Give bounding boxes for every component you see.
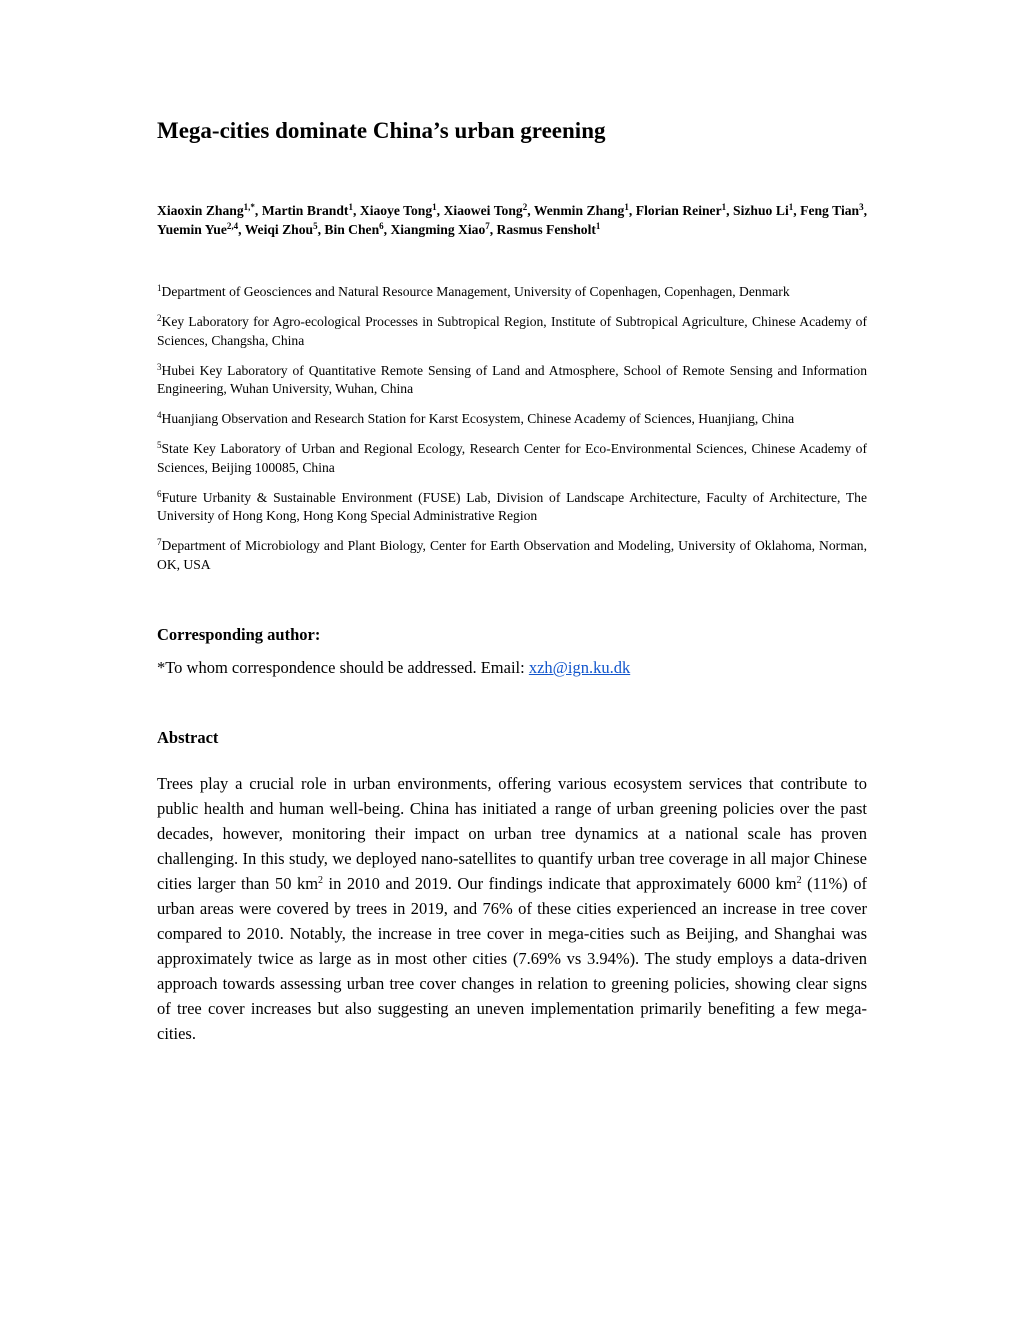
corresponding-author-note: *To whom correspondence should be addressed. Email: xzh@ign.ku.dk — [157, 658, 631, 677]
author: Weiqi Zhou$^5$ — [244, 221, 318, 237]
author: Martin Brandt$^1$ — [261, 202, 353, 218]
affiliation: $^1$Department of Geosciences and Natural Resource Management, University of Copenhagen, Copenhagen, Denmark — [157, 283, 790, 299]
affiliation: $^7$Department of Microbiology and Plant Biology, Center for Earth Observation and Modeling, University of Oklahoma, Norman, OK, USA — [157, 537, 867, 572]
author: Xiaoxin Zhang$^{1,*}$ — [157, 202, 255, 218]
author: Xiaowei Tong$^2$ — [443, 202, 528, 218]
affiliation: $^5$State Key Laboratory of Urban and Regional Ecology, Research Center for Eco-Environmental Sciences, Chinese Academy of Sciences, Beijing 100085, China — [157, 440, 867, 475]
abstract-heading: Abstract — [157, 728, 219, 747]
affiliation: $^2$Key Laboratory for Agro-ecological Processes in Subtropical Region, Institute of Subtropical Agriculture, Chinese Academy of Sciences, Changsha, China — [157, 313, 867, 348]
author: Florian Reiner$^1$ — [635, 202, 727, 218]
abstract-text: Trees play a crucial role in urban environments, offering various ecosystem services that contribute to public health and human well-being. China has initiated a range of urban greening policies over the past decades, however, monitoring their impact on urban tree dynamics at a national scale has proven challenging. In this study, we deployed nano-satellites to quantify urban tree coverage in all major Chinese cities larger than 50 $km^2$ in 2010 and 2019. Our findings indicate that approximately 6000 $km^2$ (11%) of urban areas were covered by trees in 2019, and 76% of these cities experienced an increase in tree cover compared to 2010. Notably, the increase in tree cover in mega-cities such as Beijing, and Shanghai was approximately twice as large as in most other cities (7.69% vs 3.94%). The study employs a data-driven approach towards assessing urban tree cover changes in relation to greening policies, showing clear signs of tree cover increases but also suggesting an uneven implementation primarily benefiting a few mega-cities. — [157, 774, 867, 1043]
author: Bin Chen$^6$ — [324, 221, 384, 237]
email-link[interactable]: xzh@ign.ku.dk — [528, 658, 631, 677]
author: Yuemin Yue$^{2,4}$ — [157, 221, 239, 237]
author: Sizhuo Li$^1$ — [733, 202, 794, 218]
author: Wenmin Zhang$^1$ — [533, 202, 629, 218]
paper-title: Mega-cities dominate China’s urban greening — [157, 118, 606, 143]
author: Feng Tian$^3$ — [800, 202, 864, 218]
corresponding-author-heading: Corresponding author: — [157, 625, 321, 644]
affiliation: $^4$Huanjiang Observation and Research Station for Karst Ecosystem, Chinese Academy of Sciences, Huanjiang, China — [157, 410, 795, 426]
affiliation: $^3$Hubei Key Laboratory of Quantitative Remote Sensing of Land and Atmosphere, School of Remote Sensing and Information Engineering, Wuhan University, Wuhan, China — [157, 361, 867, 396]
author-list: Xiaoxin Zhang$^{1,*}$, Martin Brandt$^1$, Xiaoye Tong$^1$, Xiaowei Tong$^2$, Wenmin Zhang$^1$, Florian Reiner$^1$, Sizhuo Li$^1$, Feng Tian$^3$, Yuemin Yue$^{2,4}$, Weiqi Zhou$^5$, Bin Chen$^6$, Xiangming Xiao$^7$, Rasmus Fensholt$^1$ — [157, 202, 868, 237]
affiliation: $^6$Future Urbanity & Sustainable Environment (FUSE) Lab, Division of Landscape Architecture, Faculty of Architecture, The University of Hong Kong, Hong Kong Special Administrative Region — [157, 488, 867, 523]
affiliation-list — [157, 283, 867, 586]
author: Rasmus Fensholt$^1$ — [496, 221, 601, 237]
author: Xiangming Xiao$^7$ — [390, 221, 490, 237]
author: Xiaoye Tong$^1$ — [359, 202, 437, 218]
